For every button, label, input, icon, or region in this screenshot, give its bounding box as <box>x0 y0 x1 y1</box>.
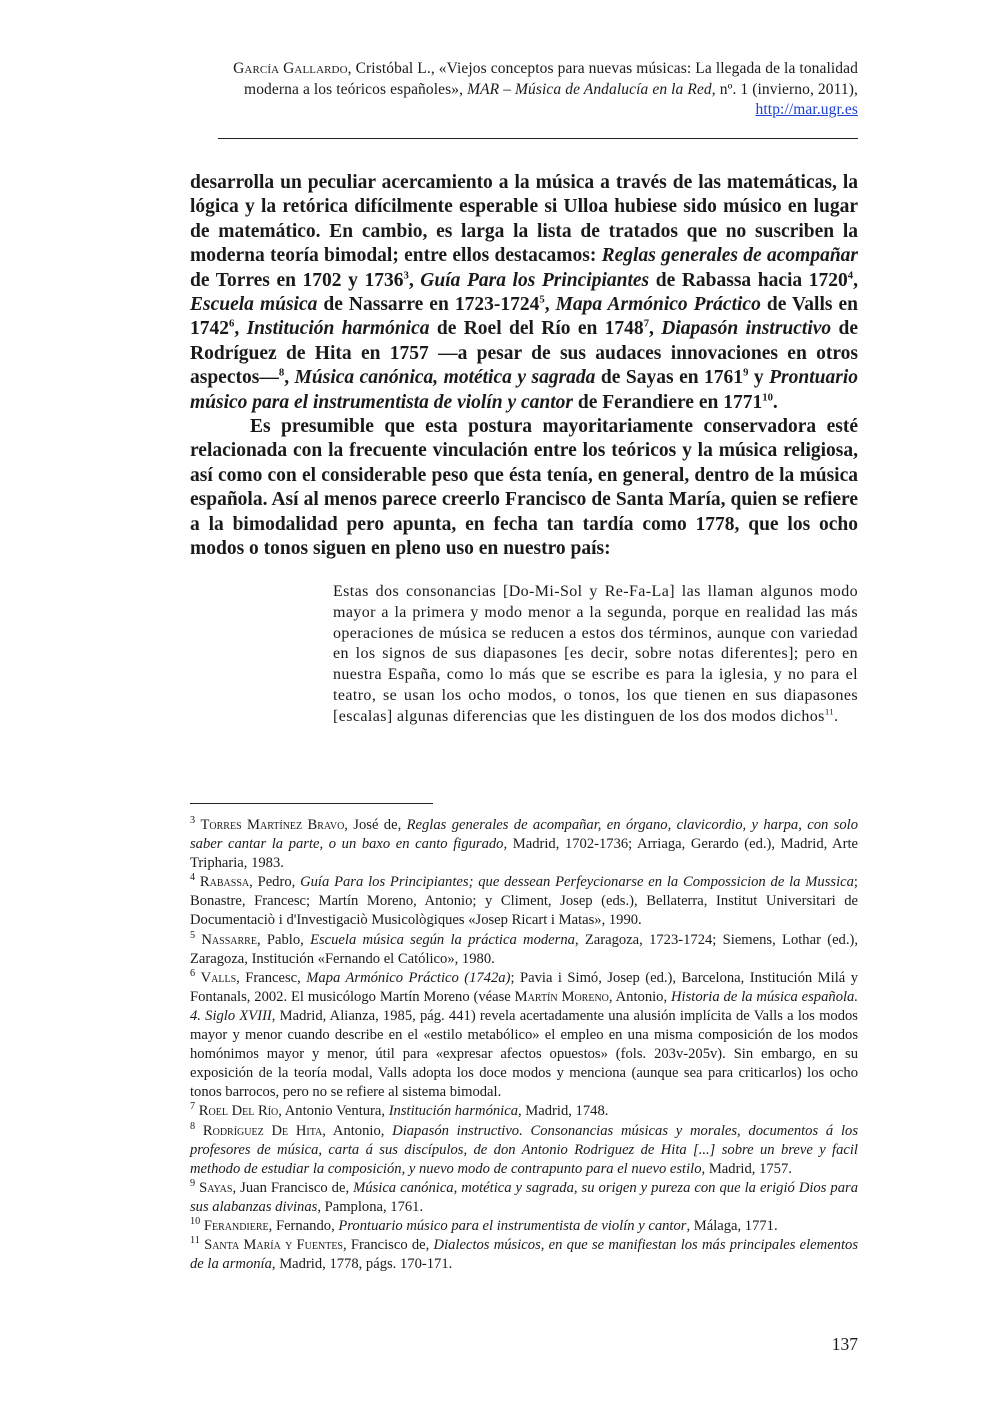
footnote-10 <box>190 1217 858 1236</box>
text-run: desarrolla un peculiar acercamiento a la música a través de las matemáticas, la lógica y la retórica difícilmente esperable si Ulloa hubiese sido músico en lugar de matemático. En cambio, es larga la lista de tratados que no suscriben la moderna teoría bimodal; entre ellos destacamos: <box>190 172 858 267</box>
footnote-4 <box>190 873 858 930</box>
footnote-text: , Juan Francisco de, <box>232 1179 354 1196</box>
footnote-6 <box>190 969 858 1103</box>
footnotes-list <box>190 816 858 1274</box>
footnote-ref[interactable]: 3 <box>403 269 409 282</box>
title-italic: Diapasón instructivo <box>661 318 832 340</box>
footnote-ref[interactable]: 8 <box>278 366 285 379</box>
footnote-number: 3 <box>190 815 196 827</box>
text-run: , <box>284 367 295 389</box>
text-run: de Nassarre en 1723-1724 <box>317 294 540 316</box>
title-italic: Música canónica, motética y sagrada <box>294 367 596 389</box>
text-run: de Sayas en 1761 <box>595 367 744 389</box>
footnote-number: 10 <box>190 1216 201 1228</box>
footnote-text: , Madrid, 1702-1736; Arriaga, Gerardo (ed.), Madrid, Arte Tripharia, 1983. <box>190 836 858 872</box>
footnote-7 <box>190 1102 858 1121</box>
footnote-author: Rabassa <box>199 874 250 891</box>
footnote-title: Reglas generales de acompañar, en órgano, clavicordio, y harpa, con solo saber cantar la parte, o un baxo en canto figurado <box>190 817 859 853</box>
footnote-ref[interactable]: 6 <box>229 317 235 330</box>
footnote-author: Sayas <box>199 1179 233 1196</box>
text-run: de Roel del Río en 1748 <box>429 318 644 340</box>
footnote-text: , Antonio, <box>322 1122 393 1139</box>
block-quote <box>333 582 858 728</box>
footnote-author: Martín Moreno <box>514 988 609 1005</box>
footnote-separator <box>190 803 433 804</box>
header-journal: MAR – Música de Andalucía en la Red <box>467 80 712 98</box>
quote-end: . <box>834 707 839 725</box>
footnote-number: 4 <box>190 872 196 884</box>
footnote-ref[interactable]: 11 <box>824 706 835 717</box>
footnote-text: , Málaga, 1771. <box>686 1217 778 1234</box>
page-number: 137 <box>831 1334 858 1354</box>
text-run: , <box>544 294 556 316</box>
text-run: , <box>649 318 662 340</box>
footnote-number: 5 <box>190 929 196 941</box>
footnote-ref[interactable]: 5 <box>539 293 545 306</box>
footnote-title: Dialectos músicos, en que se manifiestan los más principales elementos de la armonía <box>190 1237 858 1273</box>
footnote-text: , Fernando, <box>268 1217 339 1234</box>
footnote-number: 11 <box>190 1235 200 1247</box>
footnote-title: Música canónica, motética y sagrada, su origen y pureza con que la erigió Dios para sus alabanzas divinas <box>190 1179 858 1215</box>
footnote-author: Roel Del Río <box>198 1103 279 1120</box>
title-italic: Reglas generales de acompañar <box>601 245 859 267</box>
footnote-text: , Madrid, 1778, págs. 170-171. <box>271 1256 453 1273</box>
footnote-text: , Madrid, 1748. <box>518 1103 609 1120</box>
title-italic: Institución harmónica <box>246 318 430 340</box>
footnote-title: Prontuario músico para el instrumentista de violín y cantor <box>338 1217 687 1234</box>
footnote-title: Escuela música según la práctica moderna <box>310 931 575 948</box>
title-italic: Prontuario músico para el instrumentista de violín y cantor <box>190 367 859 413</box>
title-italic: Mapa Armónico Práctico <box>555 294 761 316</box>
body-text <box>190 171 858 562</box>
footnote-text: ; Bonastre, Francesc; Martín Moreno, Antonio; y Climent, Josep (eds.), Bellaterra, Institut Universitari de Documentaciò i d'Investigaciò Musicològiques «Josep Ricart i Matas», 1990. <box>190 874 858 929</box>
header-author: García Gallardo <box>233 60 348 77</box>
footnote-text: , Francisco de, <box>343 1237 434 1254</box>
footnote-author: Nassarre <box>201 931 257 948</box>
header-citation: , Cristóbal L., «Viejos conceptos para nuevas músicas: La llegada de la tonalidad moderna a los teóricos españoles», <box>244 60 858 98</box>
footnote-text: ; Pavia i Simó, Josep (ed.), Barcelona, Institución Milá y Fontanals, 2002. El musicólogo Martín Moreno (véase <box>190 969 859 1005</box>
footnote-title: Institución harmónica <box>388 1103 518 1120</box>
text-run: , <box>408 269 421 291</box>
text-run: de Rodríguez de Hita en 1757 —a pesar de sus audaces innovaciones en otros aspectos— <box>190 318 859 389</box>
footnote-author: Valls <box>200 969 237 986</box>
footnote-8 <box>190 1122 858 1179</box>
paragraph-1 <box>190 171 858 415</box>
footnote-title: Guía Para los Principiantes; que dessean Perfeycionarse en la Compossicion de la Mussica <box>300 874 854 891</box>
footnote-text: , Pamplona, 1761. <box>317 1198 424 1215</box>
text-run: de Ferandiere en 1771 <box>573 391 763 413</box>
title-italic: Escuela música <box>190 294 318 316</box>
footnote-ref[interactable]: 10 <box>762 391 773 404</box>
quote-text: Estas dos consonancias [Do-Mi-Sol y Re-Fa-La] las llaman algunos modo mayor a la primera y modo menor a la segunda, porque en realidad las más operaciones de música se reducen a estos dos términos, aunque con variedad en los signos de sus diapasones [es decir, sobre notas diferentes]; pero en nuestra España, como lo más que se escribe es para la iglesia, y no para el teatro, se usan los ocho modos, o tonos, los que tienen en sus diapasones [escalas] algunas diferencias que les distinguen de los dos modos dichos <box>333 583 858 725</box>
footnote-text: , Madrid, 1757. <box>701 1160 792 1177</box>
footnote-text: , Pedro, <box>249 874 301 891</box>
footnote-text: , José de, <box>344 817 407 833</box>
text-run: , <box>234 318 247 340</box>
footnote-author: Rodríguez De Hita <box>202 1122 323 1139</box>
quote-paragraph <box>333 582 858 728</box>
footnote-title: Diapasón instructivo. Consonancias músicas y morales, documentos á los profesores de música, carta á sus discípulos, de don Antonio Rodriguez de Hita [...] sobre un breve y facil methodo de estudiar la composición, y nuevo modo de contrapunto para el nuevo estilo <box>190 1122 859 1177</box>
footnote-text: , Francesc, <box>236 969 307 986</box>
footnote-ref[interactable]: 4 <box>847 269 854 282</box>
footnote-number: 8 <box>190 1120 196 1132</box>
footnote-text: , Zaragoza, 1723-1724; Siemens, Lothar (ed.), Zaragoza, Institución «Fernando el Católico», 1980. <box>190 931 858 967</box>
text-run: y <box>748 367 770 389</box>
footnote-text: , Pablo, <box>256 931 311 948</box>
footnote-text: , Antonio Ventura, <box>278 1103 389 1120</box>
footnote-title: Historia de la música española. 4. Siglo XVIII <box>190 988 858 1024</box>
text-run: . <box>772 391 778 413</box>
footnote-9 <box>190 1179 858 1217</box>
header-rule <box>218 138 858 139</box>
footnote-number: 7 <box>190 1101 196 1113</box>
running-header <box>190 59 858 121</box>
text-run: de Rabassa hacia 1720 <box>649 269 848 291</box>
text-run: de Valls en 1742 <box>190 294 859 340</box>
title-italic: Guía Para los Principiantes <box>420 269 650 291</box>
header-issue: , nº. 1 (invierno, 2011), <box>711 80 858 98</box>
footnote-author: Ferandiere <box>203 1217 269 1234</box>
text-run: de Torres en 1702 y 1736 <box>190 269 404 291</box>
footnote-ref[interactable]: 9 <box>743 366 749 379</box>
footnote-text: , Antonio, <box>608 988 671 1005</box>
footnote-title: Mapa Armónico Práctico (1742a) <box>306 969 511 986</box>
footnote-number: 9 <box>190 1177 196 1189</box>
footnote-3 <box>190 816 858 873</box>
text-run: , <box>853 269 858 291</box>
footnote-author: Torres Martínez Bravo <box>200 817 345 833</box>
footnote-ref[interactable]: 7 <box>643 317 650 330</box>
paragraph-2: Es presumible que esta postura mayoritariamente conservadora esté relacionada con la frecuente vinculación entre los teóricos y la música religiosa, así como con el considerable peso que ésta tenía, en general, dentro de la música española. Así al menos parece creerlo Francisco de Santa María, quien se refiere a la bimodalidad pero apunta, en fecha tan tardía como 1778, que los ocho modos o tonos siguen en pleno uso en nuestro país: <box>190 416 858 560</box>
footnote-5 <box>190 931 858 969</box>
footnote-author: Santa María y Fuentes <box>204 1237 343 1254</box>
footnote-number: 6 <box>190 967 196 979</box>
footnote-text: , Madrid, Alianza, 1985, pág. 441) revela acertadamente una alusión implícita de Valls a los modos mayor y menor cuando describe en el «estilo metabólico» el empleo en una misma composición de los modos homónimos mayor y menor, útil para «expresar afectos opuestos» (fols. 203v-205v). Sin embargo, en su exposición de la teoría modal, Valls adopta los doce modos y menciona (aunque sea para criticarlos) los ocho tonos barrocos, pero no se refiere al sistema bimodal. <box>190 1007 858 1101</box>
footnote-11 <box>190 1236 858 1274</box>
header-url-link[interactable]: http://mar.ugr.es <box>755 101 858 118</box>
